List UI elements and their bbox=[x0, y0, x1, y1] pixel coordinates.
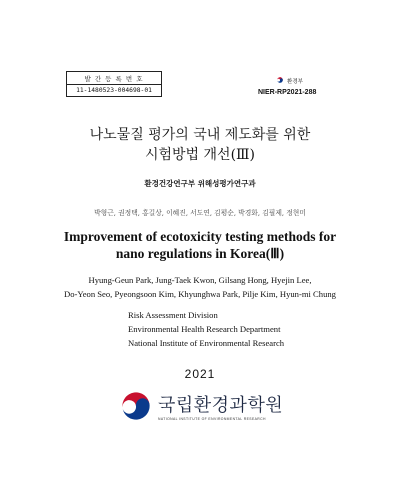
department-ko: 환경건강연구부 위해성평가연구과 bbox=[144, 179, 256, 188]
institute-name-ko: 국립환경과학원 bbox=[158, 394, 284, 416]
authors-en-line2: Do-Yeon Seo, Pyeongsoon Kim, Khyunghwa Park, Pilje Kim, Hyun-mi Chung bbox=[64, 289, 336, 299]
title-ko-line1: 나노물질 평가의 국내 제도화를 위한 bbox=[89, 127, 311, 143]
ministry-name: 환경부 bbox=[287, 79, 303, 85]
taegeuk-emblem-icon bbox=[276, 76, 284, 86]
department-name: Environmental Health Research Department bbox=[128, 324, 281, 334]
institute-name-en: NATIONAL INSTITUTE OF ENVIRONMENTAL RESEARCH bbox=[158, 416, 266, 421]
taegeuk-emblem-icon bbox=[118, 388, 154, 428]
authors-ko: 박형근, 권정택, 홍길상, 이혜진, 서도연, 김평순, 박경화, 김필제, 정현미 bbox=[94, 209, 306, 217]
title-ko-line2: 시험방법 개선(Ⅲ) bbox=[144, 147, 256, 163]
division-name: Risk Assessment Division bbox=[128, 310, 218, 320]
title-en-line2: nano regulations in Korea(Ⅲ) bbox=[115, 246, 285, 261]
report-number: NIER-RP2021-288 bbox=[258, 89, 317, 96]
title-en-line1: Improvement of ecotoxicity testing methods for bbox=[63, 229, 337, 244]
registration-box bbox=[66, 71, 162, 97]
authors-en-line1: Hyung-Geun Park, Jung-Taek Kwon, Gilsang Hong, Hyejin Lee, bbox=[88, 275, 312, 285]
ministry-logo bbox=[276, 76, 303, 86]
institute-name: National Institute of Environmental Research bbox=[128, 338, 285, 348]
registration-number: 11-1480523-004698-01 bbox=[76, 87, 152, 94]
registration-label: 발 간 등 록 번 호 bbox=[67, 72, 161, 85]
institute-logo bbox=[118, 388, 283, 428]
publication-year: 2021 bbox=[184, 367, 216, 381]
